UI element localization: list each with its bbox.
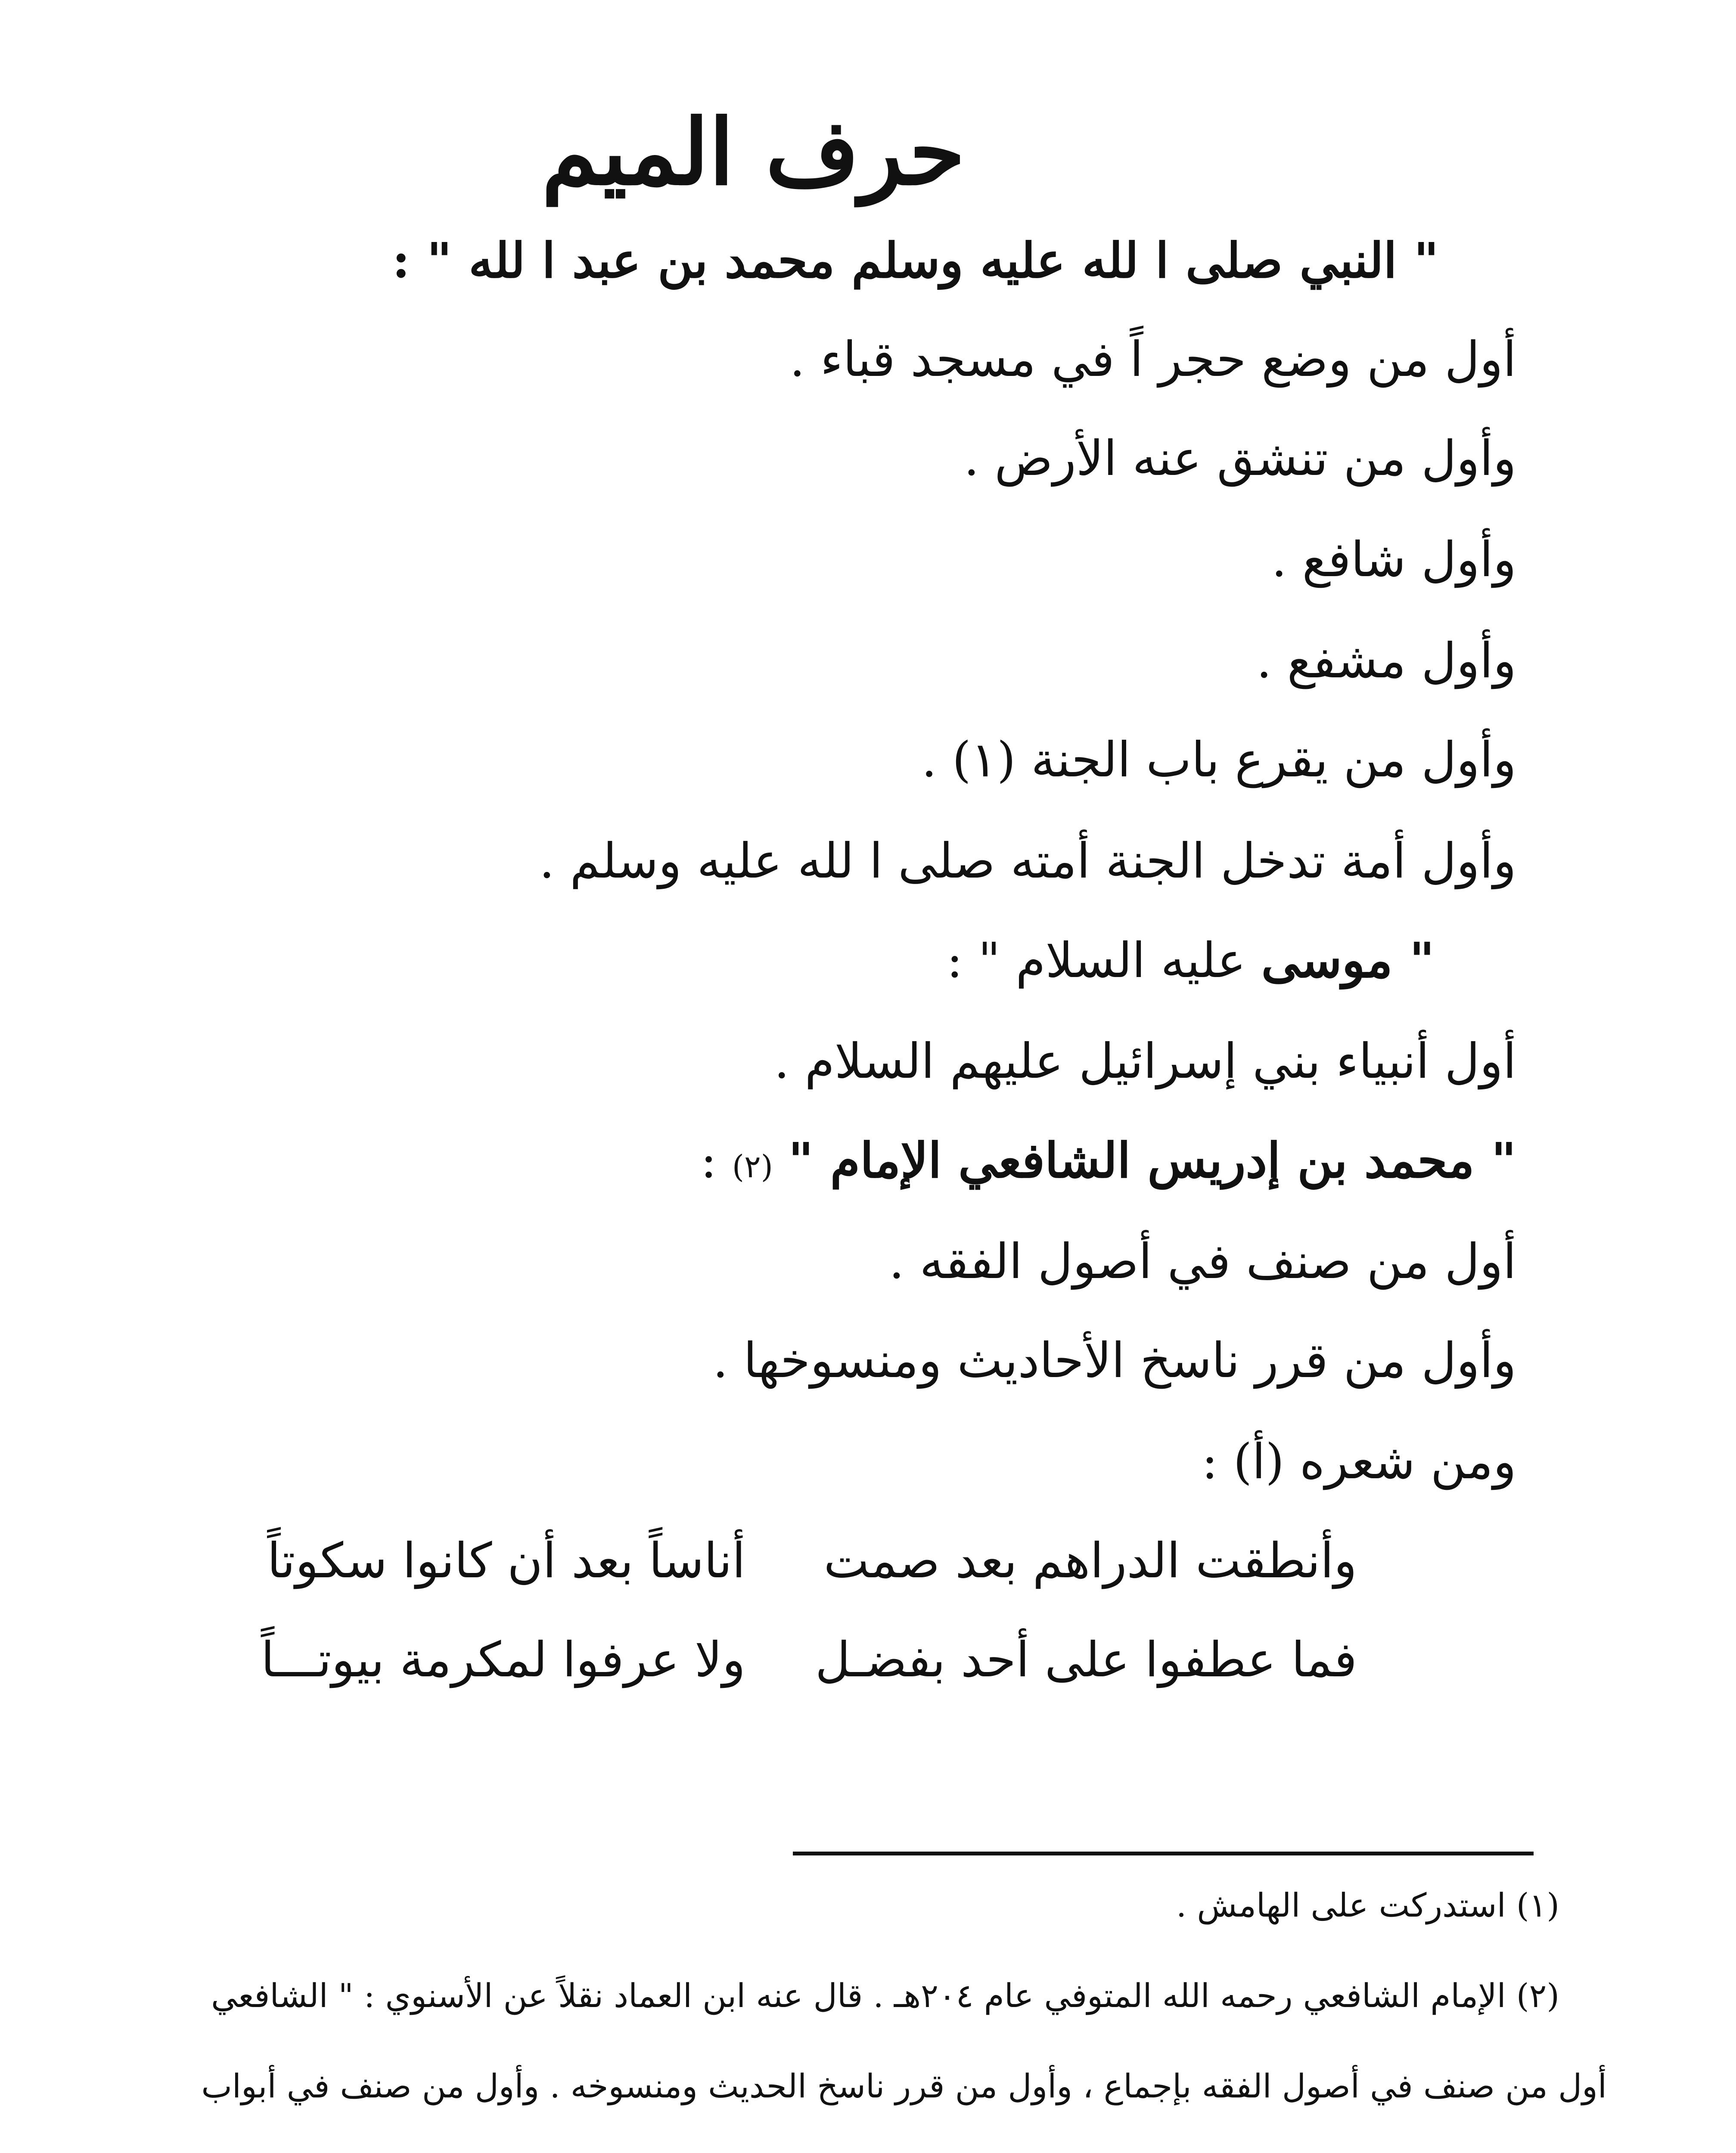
text-line: وأول من تنشق عنه الأرض .	[964, 431, 1516, 487]
heading-name: " موسى	[1261, 932, 1435, 989]
text-line: وأول من يقرع باب الجنة (١) .	[921, 732, 1516, 788]
section-heading-musa	[947, 932, 1435, 989]
heading-name: " محمد بن إدريس الشافعي الإمام "	[788, 1132, 1516, 1189]
footnote-ref: (٢)	[732, 1148, 773, 1185]
text-line: وأول شافع .	[1271, 532, 1516, 588]
text-line: وأول من قرر ناسخ الأحاديث ومنسوخها .	[713, 1333, 1516, 1389]
text-line: وأول مشفع .	[1256, 633, 1516, 689]
text-line: أول أنبياء بني إسرائيل عليهم السلام .	[774, 1033, 1516, 1089]
section-heading-prophet: " النبي صلى ا لله عليه وسلم محمد بن عبد ا لله " :	[392, 233, 1439, 289]
footnote-2: (٢) الإمام الشافعي رحمه الله المتوفي عام ٢٠٤هـ . قال عنه ابن العماد نقلاً عن الأسنوي : " الشافعي	[211, 1976, 1559, 2015]
text-line: أول من صنف في أصول الفقه .	[889, 1234, 1516, 1290]
section-heading-shafii	[701, 1132, 1516, 1189]
poem-verse-second-hemistich: أناساً بعد أن كانوا سكوتاً	[267, 1533, 745, 1589]
poem-verse-first-hemistich: وأنطقت الدراهم بعد صمت	[823, 1533, 1357, 1589]
poem-verse-first-hemistich: فما عطفوا على أحد بفضـل	[815, 1632, 1357, 1688]
footnote-2-continued: أول من صنف في أصول الفقه بإجماع ، وأول من قرر ناسخ الحديث ومنسوخه . وأول من صنف في أبواب	[201, 2067, 1607, 2105]
page-title: حرف الميم	[541, 99, 965, 205]
footnote-separator	[793, 1852, 1534, 1855]
text-line: ومن شعره (أ) :	[1202, 1434, 1516, 1490]
footnote-1: (١) استدركت على الهامش .	[1176, 1886, 1559, 1924]
text-line: وأول أمة تدخل الجنة أمته صلى ا لله عليه وسلم .	[539, 833, 1516, 889]
heading-colon: :	[700, 1133, 717, 1189]
heading-rest: عليه السلام " :	[946, 933, 1246, 989]
text-line: أول من وضع حجر اً في مسجد قباء .	[789, 332, 1516, 388]
poem-verse-second-hemistich: ولا عرفوا لمكرمة بيوتـــاً	[261, 1632, 745, 1688]
